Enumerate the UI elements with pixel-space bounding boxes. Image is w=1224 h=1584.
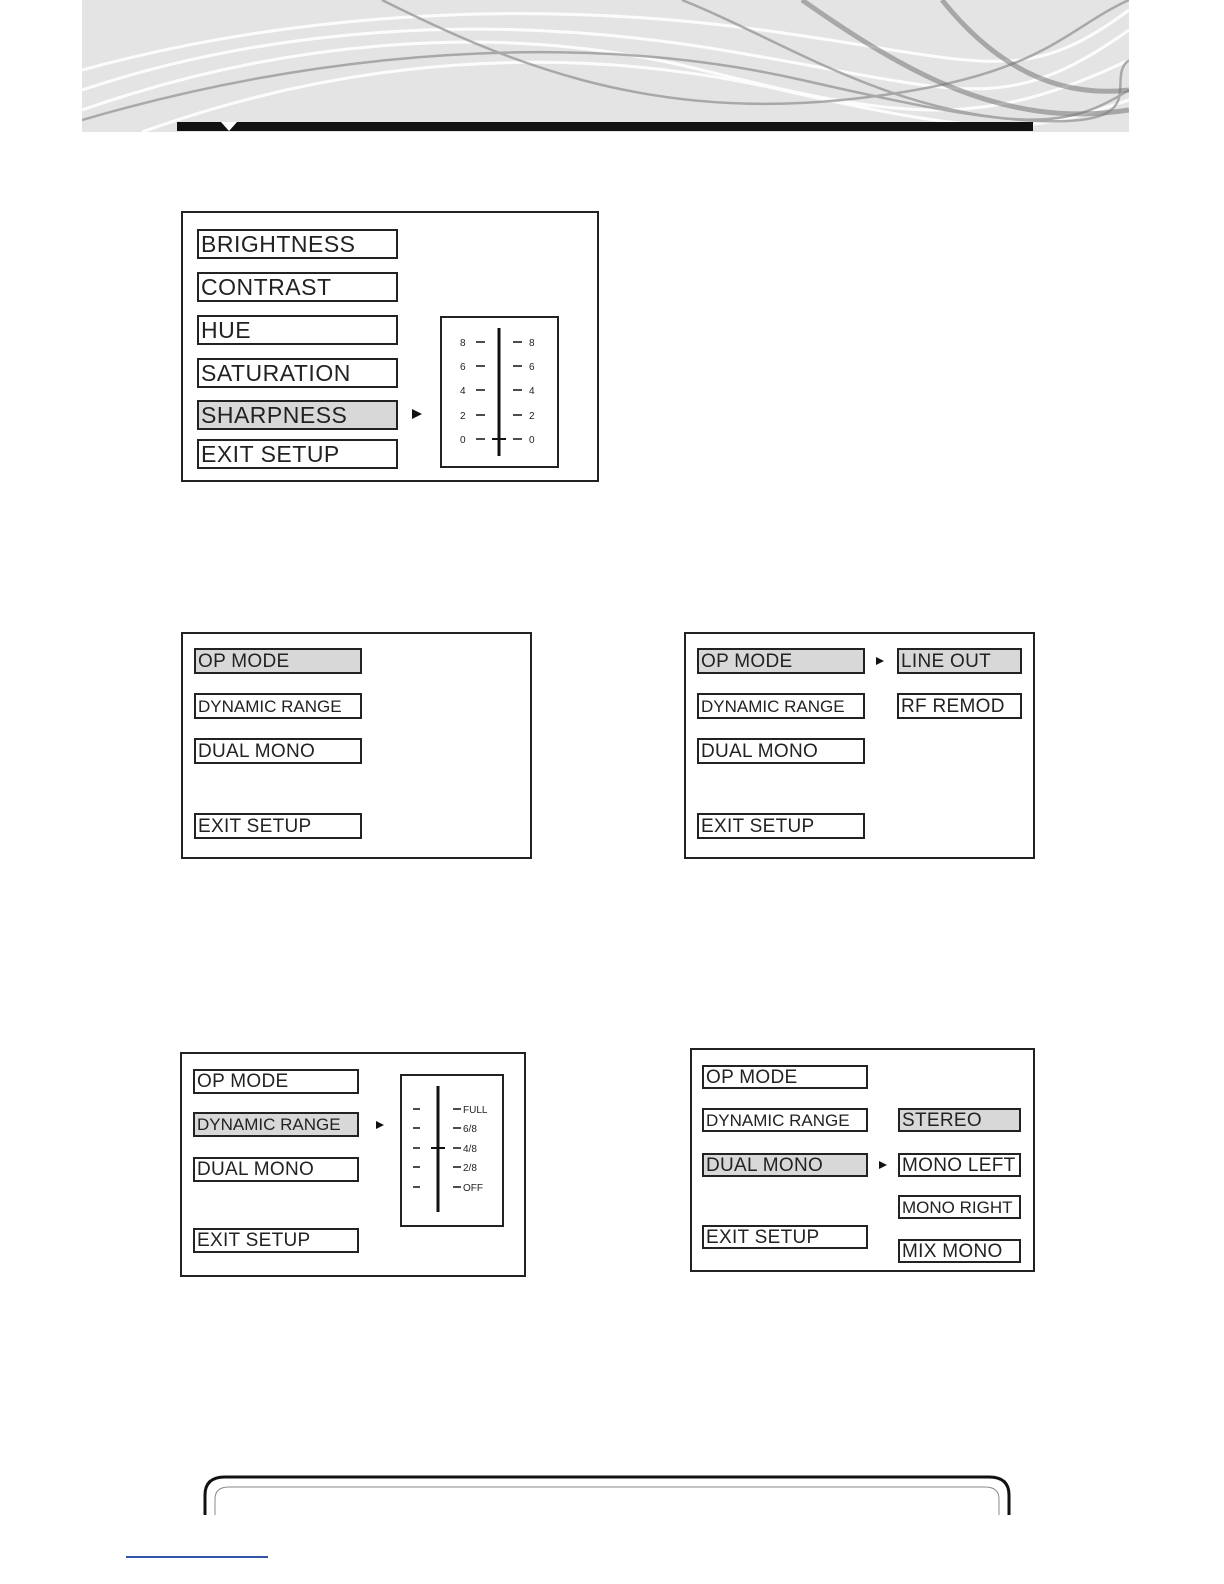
audio-setup-panel xyxy=(181,632,532,859)
dual-mono-item[interactable]: DUAL MONO xyxy=(194,738,362,764)
op-mode-item[interactable]: OP MODE xyxy=(702,1065,868,1089)
selection-arrow-icon xyxy=(879,1161,887,1169)
op-mode-item[interactable]: OP MODE xyxy=(193,1069,359,1094)
sharpness-scale[interactable] xyxy=(440,316,559,468)
scale-label: 4/8 xyxy=(463,1144,477,1155)
dynamic-range-item[interactable]: DYNAMIC RANGE xyxy=(702,1108,868,1132)
scale-right-label: 0 xyxy=(529,435,535,446)
scale-right-label: 6 xyxy=(529,362,535,373)
op-mode-item[interactable]: OP MODE xyxy=(194,648,362,674)
scale-right-label: 8 xyxy=(529,338,535,349)
dynamic-range-panel xyxy=(180,1052,526,1277)
selection-arrow-icon xyxy=(412,409,422,419)
footer-frame xyxy=(203,1475,1011,1515)
line-out-option[interactable]: LINE OUT xyxy=(897,648,1022,674)
contrast-item[interactable]: CONTRAST xyxy=(197,272,398,302)
exit-setup-item[interactable]: EXIT SETUP xyxy=(197,439,398,469)
brightness-item[interactable]: BRIGHTNESS xyxy=(197,229,398,259)
dynamic-range-item[interactable]: DYNAMIC RANGE xyxy=(193,1112,359,1137)
dual-mono-item[interactable]: DUAL MONO xyxy=(697,738,865,764)
scale-left-label: 0 xyxy=(460,435,466,446)
scale-label: 2/8 xyxy=(463,1163,477,1174)
mono-left-option[interactable]: MONO LEFT xyxy=(898,1153,1021,1177)
dual-mono-item[interactable]: DUAL MONO xyxy=(193,1157,359,1182)
header-bar xyxy=(177,122,1033,131)
sharpness-item[interactable]: SHARPNESS xyxy=(197,400,398,430)
scale-label: 6/8 xyxy=(463,1124,477,1135)
selection-arrow-icon xyxy=(876,657,884,665)
mix-mono-option[interactable]: MIX MONO xyxy=(898,1239,1021,1263)
scale-label: OFF xyxy=(463,1183,483,1194)
scale-left-label: 4 xyxy=(460,386,466,397)
rf-remod-option[interactable]: RF REMOD xyxy=(897,693,1022,719)
scale-left-label: 6 xyxy=(460,362,466,373)
mono-right-option[interactable]: MONO RIGHT xyxy=(898,1195,1021,1219)
stereo-option[interactable]: STEREO xyxy=(898,1108,1021,1132)
dual-mono-panel xyxy=(690,1048,1035,1272)
exit-setup-item[interactable]: EXIT SETUP xyxy=(194,813,362,839)
scale-left-label: 2 xyxy=(460,411,466,422)
dynamic-range-scale[interactable] xyxy=(400,1074,504,1227)
selection-arrow-icon xyxy=(376,1121,384,1129)
scale-label: FULL xyxy=(463,1105,488,1116)
dynamic-range-item[interactable]: DYNAMIC RANGE xyxy=(194,693,362,719)
scale-left-label: 8 xyxy=(460,338,466,349)
wave-decoration xyxy=(82,0,1129,132)
dual-mono-item[interactable]: DUAL MONO xyxy=(702,1153,868,1177)
footer-link-underline xyxy=(126,1556,268,1558)
op-mode-item[interactable]: OP MODE xyxy=(697,648,865,674)
exit-setup-item[interactable]: EXIT SETUP xyxy=(193,1228,359,1253)
scale-right-label: 4 xyxy=(529,386,535,397)
op-mode-panel xyxy=(684,632,1035,859)
exit-setup-item[interactable]: EXIT SETUP xyxy=(697,813,865,839)
dynamic-range-item[interactable]: DYNAMIC RANGE xyxy=(697,693,865,719)
video-setup-panel xyxy=(181,211,599,482)
saturation-item[interactable]: SATURATION xyxy=(197,358,398,388)
header-notch xyxy=(221,122,237,131)
hue-item[interactable]: HUE xyxy=(197,315,398,345)
header-banner xyxy=(82,0,1129,132)
exit-setup-item[interactable]: EXIT SETUP xyxy=(702,1225,868,1249)
scale-right-label: 2 xyxy=(529,411,535,422)
